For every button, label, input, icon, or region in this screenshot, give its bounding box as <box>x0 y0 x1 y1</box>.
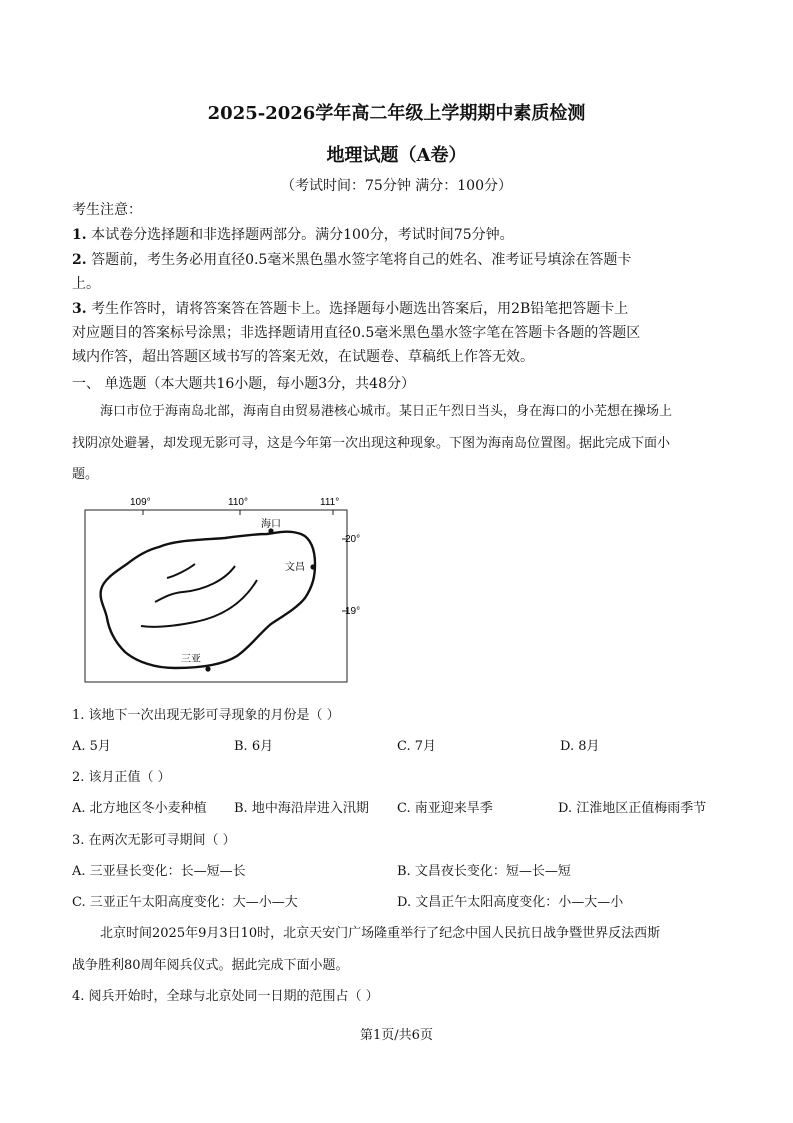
notice-item-num: 1. <box>72 227 87 243</box>
q3-option-b: B. 文昌夜长变化：短—长—短 <box>397 864 571 879</box>
city-dot-wenchang <box>310 564 315 569</box>
page-footer: 第1页/共6页 <box>360 1028 433 1043</box>
lat-label: 19° <box>345 606 361 617</box>
notice-item-line: 答题前，考生务必用直径0.5毫米黑色墨水签字笔将自己的姓名、准考证号填涂在答题卡 <box>91 252 632 268</box>
city-dot-sanya <box>205 666 210 671</box>
notice-item-2 <box>72 249 631 269</box>
passage-line: 找阴凉处避暑，却发现无影可寻，这是今年第一次出现这种现象。下图为海南岛位置图。据此完成下面小 <box>72 436 671 451</box>
passage-line: 北京时间2025年9月3日10时，北京天安门广场隆重举行了纪念中国人民抗日战争暨世界反法西斯 <box>100 926 661 941</box>
q1-option-c: C. 7月 <box>397 739 437 754</box>
section-heading: 一、 单选题（本大题共16小题，每小题3分，共48分） <box>72 376 415 392</box>
q3-option-a: A. 三亚昼长变化：长—短—长 <box>72 864 246 879</box>
notice-item-num: 3. <box>72 301 87 317</box>
notice-item-num: 2. <box>72 252 87 268</box>
question-1-stem: 1. 该地下一次出现无影可寻现象的月份是（ ） <box>72 708 340 723</box>
q1-option-b: B. 6月 <box>234 739 274 754</box>
notice-item-line: 本试卷分选择题和非选择题两部分。满分100分，考试时间75分钟。 <box>91 227 514 243</box>
island-outline <box>101 532 315 668</box>
notice-item-1 <box>72 224 514 244</box>
q3-option-c: C. 三亚正午太阳高度变化：大—小—大 <box>72 895 298 910</box>
river <box>141 580 257 627</box>
exam-info: （考试时间：75分钟 满分：100分） <box>281 178 512 194</box>
question-4-stem: 4. 阅兵开始时，全球与北京处同一日期的范围占（ ） <box>72 989 379 1004</box>
notice-item-line: 域内作答，超出答题区域书写的答案无效，在试题卷、草稿纸上作答无效。 <box>72 349 534 365</box>
city-label-haikou: 海口 <box>261 519 281 530</box>
q1-option-d: D. 8月 <box>560 739 600 754</box>
passage-line: 海口市位于海南岛北部，海南自由贸易港核心城市。某日正午烈日当头，身在海口的小芜想在操场上 <box>100 404 673 419</box>
question-3-stem: 3. 在两次无影可寻期间（ ） <box>72 833 236 848</box>
q1-option-a: A. 5月 <box>72 739 111 754</box>
notice-item-line: 上。 <box>72 276 100 292</box>
passage-line: 题。 <box>72 467 99 482</box>
page-title: 2025-2026学年高二年级上学期期中素质检测 <box>207 103 586 124</box>
passage-line: 战争胜利80周年阅兵仪式。据此完成下面小题。 <box>72 958 349 973</box>
notice-item-line: 考生作答时，请将答案答在答题卡上。选择题每小题选出答案后，用2B铅笔把答题卡上 <box>91 301 629 317</box>
city-label-sanya: 三亚 <box>181 654 201 665</box>
notice-item-3 <box>72 298 628 318</box>
notice-heading: 考生注意： <box>72 202 142 218</box>
lon-label: 111° <box>320 497 340 508</box>
question-2-stem: 2. 该月正值（ ） <box>72 770 171 785</box>
q2-option-c: C. 南亚迎来旱季 <box>397 801 493 816</box>
q2-option-b: B. 地中海沿岸进入汛期 <box>234 801 369 816</box>
lat-label: 20° <box>345 534 361 545</box>
hainan-map <box>75 490 375 690</box>
city-label-wenchang: 文昌 <box>285 562 305 573</box>
page-subtitle: 地理试题（A卷） <box>326 145 467 166</box>
q2-option-a: A. 北方地区冬小麦种植 <box>72 801 207 816</box>
q2-option-d: D. 江淮地区正值梅雨季节 <box>558 801 707 816</box>
lon-label: 109° <box>130 497 151 508</box>
lon-label: 110° <box>228 497 248 508</box>
map-frame <box>85 510 347 682</box>
q3-option-d: D. 文昌正午太阳高度变化：小—大—小 <box>397 895 624 910</box>
river <box>155 566 235 602</box>
river <box>167 564 195 578</box>
notice-item-line: 对应题目的答案标号涂黑；非选择题请用直径0.5毫米黑色墨水签字笔在答题卡各题的答题区 <box>72 325 641 341</box>
